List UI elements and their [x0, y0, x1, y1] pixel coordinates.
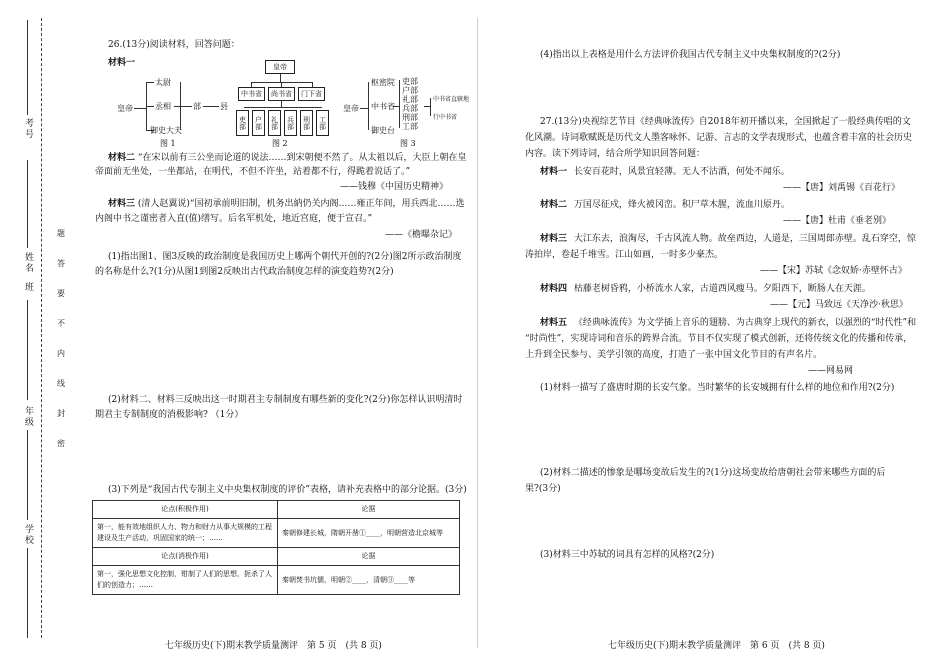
poem-material-5-text-cont: “时尚性”，实现诗词和音乐的跨界合流。节目不仅实现了模式创新，还将传统文化的传播和传承， — [525, 334, 913, 344]
material-3-source: ——《檐曝杂记》 — [385, 230, 458, 240]
fig2-menxia: 门下省 — [298, 87, 325, 101]
table-cell-positive-point: 第一，能有效地组织人力、物力和财力从事大规模的工程建设及生产活动，巩固国家的统一；…… — [93, 519, 278, 548]
material-3 — [108, 197, 465, 211]
poem-material-4-label: 材料四 — [540, 284, 568, 294]
fig3-mid: 吏部 — [402, 77, 418, 86]
seal-char: 密 — [57, 439, 65, 448]
school-line — [27, 548, 28, 638]
grade-line — [27, 430, 28, 520]
seal-char: 题 — [57, 229, 65, 238]
fig1-taiwei: 太尉 — [155, 78, 171, 87]
school-label: 学校 — [23, 524, 33, 546]
fig3-right: 行中书省 — [433, 114, 458, 121]
fig2-connector — [280, 74, 281, 82]
left-page-footer: 七年级历史(下)期末教学质量测评 第 5 页 (共 8 页) — [165, 641, 382, 651]
q27-part1: (1)材料一描写了盛唐时期的长安气象。当时繁华的长安城拥有什么样的地位和作用?(2分) — [540, 383, 895, 393]
exam-no-line — [27, 20, 28, 115]
fig3-emperor: 皇帝 — [343, 104, 359, 113]
fig2-shangshu: 尚书省 — [268, 87, 295, 101]
fig2-emperor: 皇帝 — [265, 60, 295, 74]
seal-char: 不 — [57, 319, 65, 328]
class-label: 班 — [23, 282, 33, 293]
evaluation-table — [92, 500, 460, 595]
poem-material-4-source: ——【元】马致远《天净沙·秋思》 — [770, 300, 908, 310]
material-3-text: (清人赵翼说)“国初承前明旧制，机务出納仍关内阁……雍正年间，用兵西北……选 — [137, 199, 465, 209]
poem-material-3-label: 材料三 — [540, 234, 568, 244]
grade-label: 年级 — [23, 406, 33, 428]
fig1-xian: 县 — [220, 102, 228, 111]
question-26-heading: 26.(13分)阅读材料，回答问题： — [108, 40, 240, 50]
q26-part2-cont: 期君主专制制度的消极影响? （1分） — [95, 410, 244, 420]
fig3-connector — [360, 108, 368, 109]
fig1-caption: 图 1 — [160, 139, 176, 148]
fig2-connector — [244, 107, 322, 108]
fig2-libu2: 礼部 — [268, 110, 281, 136]
fig3-mid: 户部 — [402, 86, 418, 95]
material-3-label: 材料三 — [108, 199, 136, 209]
fig2-libu: 吏部 — [236, 110, 249, 136]
q27-part3: (3)材料三中苏轼的词具有怎样的风格?(2分) — [540, 550, 715, 560]
poem-material-5-text: 《经典咏流传》为文学插上音乐的翅膀、为古典穿上现代的新衣，以强烈的“时代性”和 — [573, 318, 917, 328]
fig3-yushitai: 御史台 — [371, 126, 395, 135]
fig1-connector — [174, 106, 192, 107]
fig3-right: 中书省直辖地 — [433, 96, 470, 103]
seal-char: 封 — [57, 409, 65, 418]
table-header-evidence: 论据 — [278, 501, 460, 519]
fig3-mid: 刑部 — [402, 113, 418, 122]
fig3-connector — [399, 80, 400, 128]
fig2-gongbu: 工部 — [316, 110, 329, 136]
poem-material-3-text: 大江东去，浪淘尽，千古风流人物。故垒西边，人道是，三国周郎赤壁。乱石穿空，惊 — [573, 234, 916, 244]
fig3-mid: 兵部 — [402, 104, 418, 113]
table-header-positive: 论点(积极作用) — [93, 501, 278, 519]
fig3-connector — [430, 98, 431, 116]
poem-material-2-text: 万国尽征戍，烽火被冈峦。积尸草木腥，流血川原丹。 — [573, 200, 790, 210]
q26-part1: (1)指出图1、图3反映的政治制度是我国历史上哪两个朝代开创的?(2分)图2所示政治制度 — [108, 252, 462, 262]
fig2-xingbu: 刑部 — [300, 110, 313, 136]
fig2-zhongshu: 中书省 — [238, 87, 265, 101]
fig1-connector — [180, 82, 181, 130]
fig2-caption: 图 2 — [272, 139, 288, 148]
poem-material-1 — [540, 165, 790, 179]
material-2-label: 材料二 — [108, 153, 136, 163]
fig3-mid: 工部 — [402, 122, 418, 131]
fig1-connector — [146, 82, 154, 83]
fig1-yushi: 御史大夫 — [150, 126, 182, 135]
fig3-zhongshu: 中书省 — [371, 102, 395, 111]
table-cell-positive-evidence[interactable]: 秦朝修建长城，隋朝开凿①____，明朝营造北京城等 — [278, 519, 460, 548]
fig2-connector — [251, 82, 313, 83]
seal-char: 答 — [57, 259, 65, 268]
poem-material-2 — [540, 198, 790, 212]
q26-part1-cont: 的名称是什么?(1分)从图1到图2反映出古代政治制度怎样的演变趋势?(2分) — [95, 267, 394, 277]
poem-material-1-source: ——【唐】刘禹锡《百花行》 — [783, 183, 901, 193]
q27-intro: 27.(13分)央视综艺节目《经典咏流传》自2018年初开播以来，全国掀起了一股经典传唱的文 — [540, 117, 911, 127]
material-2 — [108, 151, 468, 165]
poem-material-4-text: 枯藤老树昏鸦，小桥流水人家，古道西风瘦马。夕阳西下，断肠人在天涯。 — [573, 284, 871, 294]
class-line — [27, 300, 28, 400]
poem-material-3-text-cont: 涛拍岸，卷起千堆雪。江山如画，一时多少豪杰。 — [525, 250, 724, 260]
q26-part4: (4)指出以上表格是用什么方法评价我国古代专制主义中央集权制度的?(2分) — [540, 50, 841, 60]
poem-material-2-label: 材料二 — [540, 200, 568, 210]
material-2-source: ——钱穆《中国历史精神》 — [340, 182, 449, 192]
poem-material-3-source: ——【宋】苏轼《念奴娇·赤壁怀古》 — [760, 266, 907, 276]
fig1-chengxiang: 丞相 — [155, 102, 171, 111]
q27-intro-cont2: 内容。读下列诗词，结合所学知识回答问题： — [525, 149, 706, 159]
poem-material-5-label: 材料五 — [540, 318, 568, 328]
seal-char: 内 — [57, 349, 65, 358]
fig2-hubu: 户部 — [252, 110, 265, 136]
material-2-text: “在宋以前有三公坐而论道的说法……到宋朝便不然了。从太祖以后，大臣上朝在皇 — [137, 153, 467, 163]
material-3-text-cont: 内阁中书之谨密者入直(值)缮写。后名军机处，地近宫庭，便于宣召。” — [95, 214, 373, 224]
fig2-bingbu: 兵部 — [284, 110, 297, 136]
q26-part3: (3)下列是“我国古代专制主义中央集权制度的评价”表格，请补充表格中的部分论据。(3分) — [108, 485, 467, 495]
name-label: 姓名 — [23, 252, 33, 274]
fig3-mid: 礼部 — [402, 95, 418, 104]
q27-intro-cont: 化风潮。诗词歌赋既是历代文人墨客咏怀、记游、言志的文学表现形式，也蕴含着丰富的社会历史 — [525, 133, 913, 143]
poem-material-1-label: 材料一 — [540, 167, 568, 177]
table-cell-negative-point: 第一，强化思想文化控制，钳制了人们的思想，扼杀了人们的创造力；…… — [93, 566, 278, 595]
table-header-evidence-2: 论据 — [278, 548, 460, 566]
seal-char: 要 — [57, 289, 65, 298]
poem-material-5 — [540, 316, 916, 330]
fig3-shumiyuan: 枢密院 — [371, 78, 395, 87]
poem-material-1-text: 长安百花时，风景宜轻薄。无人不沽酒，何处不闻乐。 — [573, 167, 790, 177]
fig3-connector — [368, 82, 369, 130]
binding-line — [41, 18, 42, 638]
poem-material-2-source: ——【唐】杜甫《垂老别》 — [783, 216, 892, 226]
q27-part2-cont: 果?(3分) — [525, 484, 561, 494]
material-1-label: 材料一 — [108, 58, 136, 68]
fig1-connector — [134, 108, 146, 109]
seal-char: 线 — [57, 379, 65, 388]
poem-material-5-source: ——网易网 — [808, 366, 854, 376]
name-line — [27, 160, 28, 248]
right-page-footer: 七年级历史(下)期末教学质量测评 第 6 页 (共 8 页) — [608, 641, 825, 651]
poem-material-4 — [540, 282, 871, 296]
q26-part2: (2)材料二、材料三反映出这一时期君主专制制度有哪些新的变化?(2分)你怎样认识明清时 — [108, 395, 463, 405]
table-header-negative: 论点(消极作用) — [93, 548, 278, 566]
table-cell-negative-evidence[interactable]: 秦朝焚书坑儒，明朝②____，清朝③____等 — [278, 566, 460, 595]
page-divider — [477, 18, 478, 648]
fig1-bu: 部 — [193, 102, 201, 111]
material-2-text-cont: 帝面前无坐处，一坐都站，在明代，不但不许坐，站着都不行，得跪着说话了。” — [95, 167, 411, 177]
q27-part2: (2)材料二描述的惨象是哪场变故后发生的?(1分)这场变故给唐朝社会带来哪些方面的后 — [540, 468, 886, 478]
exam-no-label: 考号 — [23, 118, 33, 140]
poem-material-5-text-cont2: 上升到全民参与、美学引领的高度，打造了一张中国文化节目的有声名片。 — [525, 350, 823, 360]
fig3-caption: 图 3 — [400, 139, 416, 148]
fig1-connector — [203, 106, 219, 107]
poem-material-3 — [540, 232, 916, 246]
fig1-emperor: 皇帝 — [117, 104, 133, 113]
fig1-connector — [146, 106, 154, 107]
